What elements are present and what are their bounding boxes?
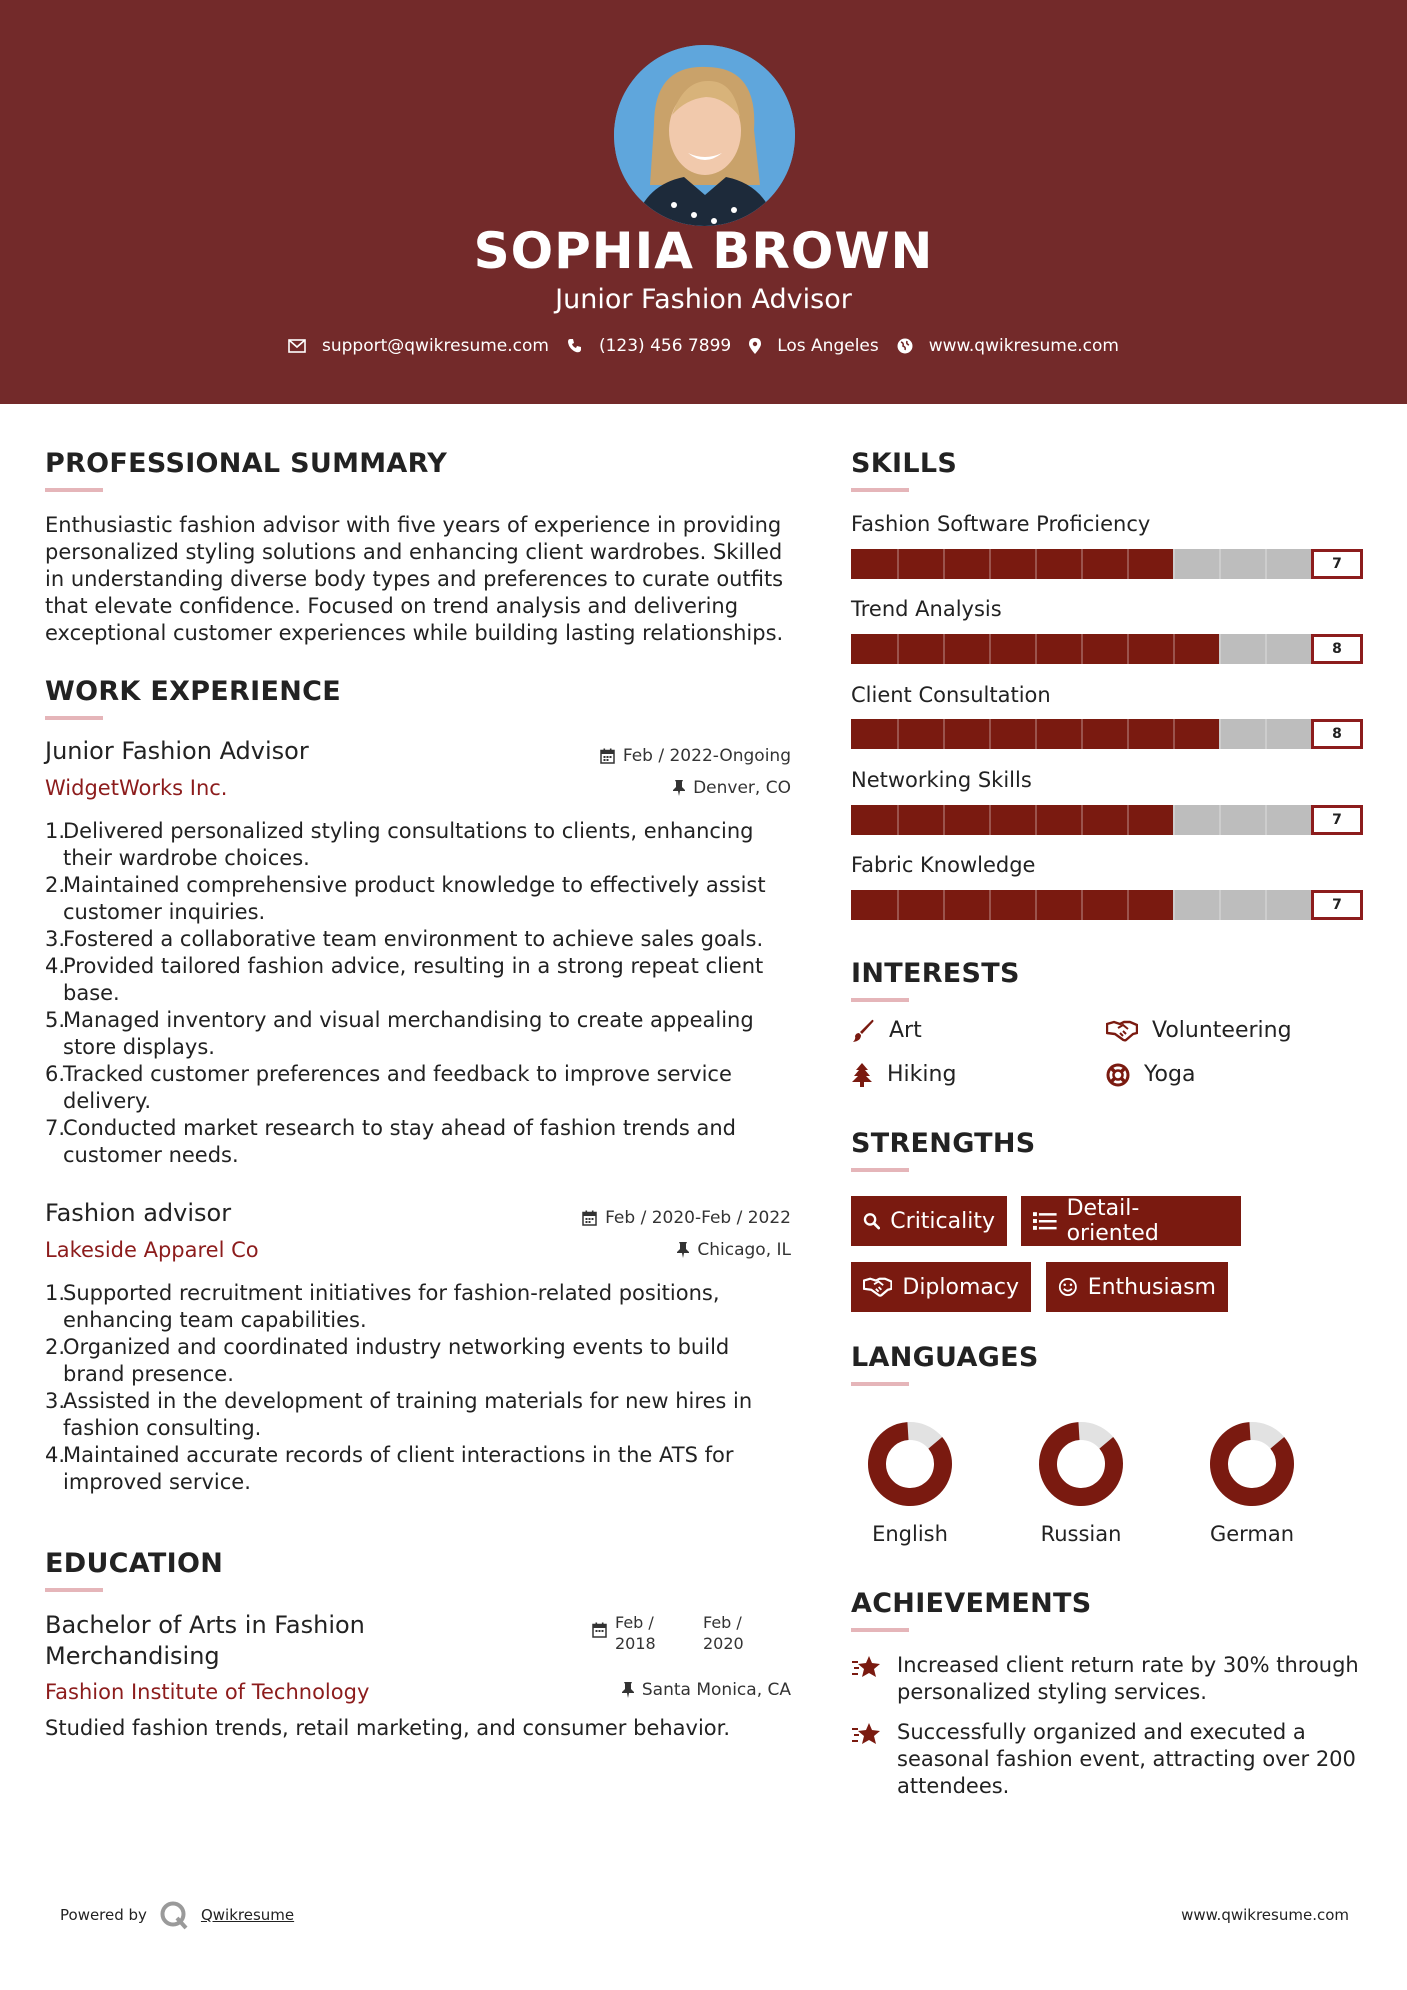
skill-bar-divider <box>1127 549 1129 579</box>
handshake-icon <box>863 1276 892 1298</box>
skill-bar-divider <box>1219 890 1221 920</box>
interest-item <box>851 1018 922 1043</box>
job-location-text: Chicago, IL <box>697 1240 791 1260</box>
job-company: Lakeside Apparel Co <box>45 1238 259 1262</box>
achievement-text: Successfully organized and executed a seasonal fashion event, attracting over 200 attendees. <box>897 1720 1356 1798</box>
skill-bar-divider <box>989 634 991 664</box>
job-dates-text: Feb / 2022-Ongoing <box>622 746 791 766</box>
job-company: WidgetWorks Inc. <box>45 776 228 800</box>
skill-bar-divider <box>1173 719 1175 749</box>
qwikresume-logo-icon <box>159 1900 189 1930</box>
job-location-text: Denver, CO <box>693 778 791 798</box>
summary-text: Enthusiastic fashion advisor with five years of experience in providing personalized styling solutions and enhancing client wardrobes. Skilled in understanding diverse body types and preferences to curate outfits that elevate confidence. Focused on trend analysis and delivering exceptional customer experiences while building lasting relationships. <box>45 513 784 645</box>
list-item: 7. Conducted market research to stay ahead of fashion trends and customer needs. <box>45 1116 736 1167</box>
interest-item <box>1106 1062 1195 1087</box>
skills-underline <box>851 488 909 492</box>
skill-score: 7 <box>1311 805 1363 835</box>
skill-bar <box>851 890 1363 920</box>
skill-bar-divider <box>1035 805 1037 835</box>
tree-icon <box>851 1063 873 1087</box>
achievement-item <box>851 1652 1371 1706</box>
skill-bar-divider <box>1265 634 1267 664</box>
interest-label: Hiking <box>887 1062 957 1087</box>
interest-label: Art <box>889 1018 922 1043</box>
skill-bar-divider <box>1219 634 1221 664</box>
job-dates <box>520 746 791 766</box>
skill-score: 8 <box>1311 634 1363 664</box>
skill-bar-divider <box>989 549 991 579</box>
language-label: Russian <box>1040 1522 1122 1546</box>
school-name: Fashion Institute of Technology <box>45 1680 370 1704</box>
achievement-text: Increased client return rate by 30% through personalized styling services. <box>897 1653 1359 1704</box>
skill-bar-divider <box>897 719 899 749</box>
experience-underline <box>45 716 103 720</box>
contact-bar <box>0 336 1407 356</box>
skill-bar-divider <box>943 805 945 835</box>
envelope-icon <box>288 339 306 353</box>
skill-score: 7 <box>1311 890 1363 920</box>
strength-tag <box>1046 1262 1228 1312</box>
education-heading: EDUCATION <box>45 1548 224 1579</box>
handshake-icon <box>1106 1020 1138 1042</box>
job-role: Junior Fashion Advisor <box>45 737 309 765</box>
language-donut <box>1192 1418 1312 1510</box>
contact-website-text: www.qwikresume.com <box>928 336 1119 356</box>
search-icon <box>863 1210 880 1232</box>
skill-bar-divider <box>1173 805 1175 835</box>
skill-bar <box>851 634 1363 664</box>
list-item: 2. Organized and coordinated industry networking events to build brand presence. <box>45 1335 730 1386</box>
strength-label: Enthusiasm <box>1087 1274 1216 1300</box>
language-label: German <box>1209 1522 1295 1546</box>
brand-link[interactable]: Qwikresume <box>200 1906 295 1924</box>
skill-bar-divider <box>1081 634 1083 664</box>
skill-bar-divider <box>897 805 899 835</box>
skill-label: Trend Analysis <box>851 597 1002 621</box>
list-item: 2. Maintained comprehensive product knowledge to effectively assist customer inquiries. <box>45 873 766 924</box>
contact-website[interactable] <box>897 336 1119 356</box>
skill-bar-divider <box>1081 719 1083 749</box>
skill-bar-divider <box>1035 719 1037 749</box>
strength-label: Diplomacy <box>902 1274 1019 1300</box>
candidate-title: Junior Fashion Advisor <box>555 284 852 315</box>
contact-email[interactable] <box>288 336 549 356</box>
skill-label: Client Consultation <box>851 683 1051 707</box>
skill-label: Networking Skills <box>851 768 1032 792</box>
skill-bar-fill <box>851 890 1173 920</box>
contact-location-text: Los Angeles <box>777 336 879 356</box>
contact-location <box>749 336 879 356</box>
achievement-item <box>851 1719 1371 1800</box>
skill-label: Fabric Knowledge <box>851 853 1036 877</box>
phone-icon <box>567 338 583 354</box>
skill-score: 8 <box>1311 719 1363 749</box>
list-item: 3. Fostered a collaborative team environment to achieve sales goals. <box>45 927 764 951</box>
skill-bar-divider <box>897 890 899 920</box>
skill-bar-divider <box>1173 634 1175 664</box>
skill-label: Fashion Software Proficiency <box>851 512 1151 536</box>
list-item: 1. Delivered personalized styling consultations to clients, enhancing their wardrobe choices. <box>45 819 754 870</box>
list-item: 4. Maintained accurate records of client interactions in the ATS for improved service. <box>45 1443 734 1494</box>
skill-bar-divider <box>897 549 899 579</box>
pushpin-icon <box>622 1682 634 1698</box>
globe-icon <box>897 338 913 354</box>
skill-bar-divider <box>1265 890 1267 920</box>
strength-tag <box>851 1262 1031 1312</box>
skill-bar-divider <box>1127 890 1129 920</box>
list-item: 4. Provided tailored fashion advice, resulting in a strong repeat client base. <box>45 954 764 1005</box>
strengths-underline <box>851 1168 909 1172</box>
skill-bar-divider <box>1219 549 1221 579</box>
achievements-underline <box>851 1628 909 1632</box>
contact-email-text: support@qwikresume.com <box>322 336 549 356</box>
star-award-icon <box>851 1721 883 1747</box>
strength-tag <box>851 1196 1007 1246</box>
job-dates-text: Feb / 2020-Feb / 2022 <box>605 1208 791 1228</box>
skill-bar-divider <box>943 719 945 749</box>
education-underline <box>45 1588 103 1592</box>
language-label: English <box>872 1522 948 1546</box>
skill-bar-divider <box>1035 549 1037 579</box>
skill-bar-divider <box>989 805 991 835</box>
job-duties-list <box>45 818 785 1169</box>
list-item: 5. Managed inventory and visual merchandising to create appealing store displays. <box>45 1008 754 1059</box>
contact-phone[interactable] <box>567 336 731 356</box>
education-dates <box>592 1612 763 1654</box>
skill-bar-divider <box>943 549 945 579</box>
skill-bar-divider <box>989 719 991 749</box>
skill-bar-divider <box>1081 549 1083 579</box>
languages-heading: LANGUAGES <box>851 1342 1039 1373</box>
pushpin-icon <box>673 780 685 796</box>
language-item <box>850 1418 970 1546</box>
interests-heading: INTERESTS <box>851 958 1020 989</box>
skill-score: 7 <box>1311 549 1363 579</box>
language-item <box>1021 1418 1141 1546</box>
calendar-icon <box>582 1210 597 1226</box>
skills-heading: SKILLS <box>851 448 958 479</box>
job-dates <box>500 1208 791 1228</box>
strength-label: Detail-oriented <box>1066 1196 1159 1246</box>
skill-bar-divider <box>943 634 945 664</box>
education-location-text: Santa Monica, CA <box>641 1680 791 1700</box>
skill-bar-divider <box>1265 719 1267 749</box>
education-location <box>520 1680 791 1700</box>
avatar <box>614 45 795 226</box>
skill-bar-divider <box>1035 634 1037 664</box>
language-item <box>1192 1418 1312 1546</box>
language-donut <box>850 1418 970 1510</box>
powered-by-text: Powered by <box>60 1906 147 1924</box>
languages-underline <box>851 1382 909 1386</box>
skill-bar-divider <box>1173 549 1175 579</box>
language-donut <box>1021 1418 1141 1510</box>
skill-bar-fill <box>851 805 1173 835</box>
star-award-icon <box>851 1654 883 1680</box>
skill-bar-divider <box>1127 805 1129 835</box>
job-location <box>520 778 791 798</box>
smile-icon <box>1058 1276 1078 1298</box>
contact-phone-text: (123) 456 7899 <box>598 336 732 356</box>
interests-underline <box>851 998 909 1002</box>
pushpin-icon <box>677 1242 689 1258</box>
list-item: 3. Assisted in the development of training materials for new hires in fashion consulting. <box>45 1389 753 1440</box>
candidate-name: SOPHIA BROWN <box>473 222 934 280</box>
achievements-heading: ACHIEVEMENTS <box>851 1588 1092 1619</box>
skill-bar-divider <box>1081 890 1083 920</box>
list-icon <box>1033 1211 1057 1231</box>
skill-bar-divider <box>1265 805 1267 835</box>
summary-underline <box>45 488 103 492</box>
job-location <box>520 1240 791 1260</box>
strengths-heading: STRENGTHS <box>851 1128 1036 1159</box>
skill-bar-divider <box>943 890 945 920</box>
footer-powered-by <box>60 1900 294 1930</box>
skill-bar <box>851 549 1363 579</box>
skill-bar <box>851 719 1363 749</box>
skill-bar-divider <box>1127 719 1129 749</box>
lifebuoy-icon <box>1106 1063 1130 1087</box>
list-item: 6. Tracked customer preferences and feedback to improve service delivery. <box>45 1062 732 1113</box>
interest-item <box>1106 1018 1292 1043</box>
skill-bar-divider <box>1081 805 1083 835</box>
list-item: 1. Supported recruitment initiatives for fashion-related positions, enhancing team capabilities. <box>45 1281 720 1332</box>
education-end: Feb / 2020 <box>703 1613 744 1653</box>
interest-item <box>851 1062 956 1087</box>
skill-bar-divider <box>1035 890 1037 920</box>
map-marker-icon <box>749 338 761 354</box>
skill-bar-divider <box>1127 634 1129 664</box>
skill-bar-fill <box>851 549 1173 579</box>
experience-heading: WORK EXPERIENCE <box>45 676 341 707</box>
skill-bar-divider <box>989 890 991 920</box>
job-role: Fashion advisor <box>45 1199 232 1227</box>
header-banner <box>0 0 1407 404</box>
skill-bar-divider <box>1219 719 1221 749</box>
job-duties-list <box>45 1280 785 1496</box>
skill-bar-divider <box>1219 805 1221 835</box>
interest-label: Volunteering <box>1152 1018 1292 1043</box>
skill-bar-divider <box>1265 549 1267 579</box>
education-description: Studied fashion trends, retail marketing, and consumer behavior. <box>45 1716 731 1740</box>
skill-bar <box>851 805 1363 835</box>
calendar-icon <box>592 1622 607 1638</box>
strength-tag <box>1021 1196 1241 1246</box>
skill-bar-divider <box>1173 890 1175 920</box>
strength-label: Criticality <box>890 1208 995 1234</box>
footer-site-link[interactable]: www.qwikresume.com <box>1181 1906 1349 1924</box>
summary-heading: PROFESSIONAL SUMMARY <box>45 448 448 479</box>
paintbrush-icon <box>851 1019 875 1043</box>
skill-bar-divider <box>897 634 899 664</box>
degree-title: Bachelor of Arts in Fashion Merchandising <box>45 1611 365 1670</box>
education-start: Feb / 2018 <box>615 1613 656 1653</box>
interest-label: Yoga <box>1144 1062 1196 1087</box>
calendar-icon <box>600 748 615 764</box>
